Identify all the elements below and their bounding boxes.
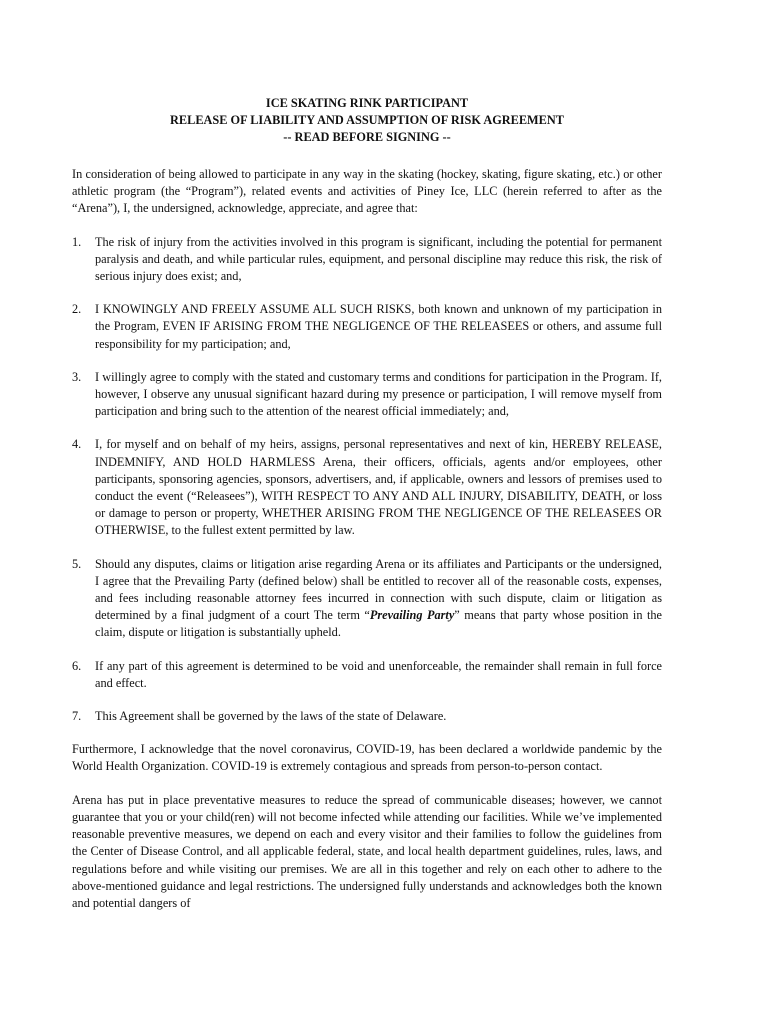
clause-4 [72,436,662,539]
title-line-3: -- READ BEFORE SIGNING -- [283,130,451,144]
clause-text: I willingly agree to comply with the stated and customary terms and conditions for participation in the Program. If, however, I observe any unusual significant hazard during my presence or participation, I will remove myself from participation and bring such to the attention of the nearest official immediately; and, [95,369,662,419]
title-line-1: ICE SKATING RINK PARTICIPANT [265,96,469,110]
covid-paragraph-2: Arena has put in place preventative measures to reduce the spread of communicable diseases; however, we cannot guarantee that you or your child(ren) will not become infected while attending our facilities. While we’ve implemented reasonable preventive measures, we depend on each and every visitor and their families to follow the guidelines from the Center of Disease Control, and all applicable federal, state, and local health department guidelines, rules, laws, and regulations before and while visiting our premises. We are all in this together and rely on each other to adhere to the above-mentioned guidance and legal restrictions. The undersigned fully understands and acknowledges both the known and potential dangers of [72,792,662,910]
clause-7 [72,708,662,725]
intro-paragraph: In consideration of being allowed to participate in any way in the skating (hockey, skating, figure skating, etc.) or other athletic program (the “Program”), related events and activities of Piney Ice, LLC (herein referred to after as the “Arena”), I, the undersigned, acknowledge, appreciate, and agree that: [72,167,662,216]
clause-number: 3. [72,369,82,384]
covid-paragraph-1: Furthermore, I acknowledge that the novel coronavirus, COVID-19, has been declared a worldwide pandemic by the World Health Organization. COVID-19 is extremely contagious and spreads from person-to-person contact. [72,742,662,774]
clause-1 [72,234,662,286]
clause-3 [72,369,662,421]
prevailing-party-term: Prevailing Party [369,608,455,623]
clause-number: 7. [72,709,82,724]
clause-text-after: ” means that party whose position in the claim, dispute or litigation is substantially upheld. [95,608,662,640]
document-title [72,95,662,146]
title-line-2: RELEASE OF LIABILITY AND ASSUMPTION OF RISK AGREEMENT [170,113,564,127]
clause-text-before: Should any disputes, claims or litigation arise regarding Arena or its affiliates and Participants or the undersigned, I agree that the Prevailing Party (defined below) shall be entitled to recover all of the reasonable costs, expenses, and fees including reasonable attorney fees incurred in connection with such dispute, claim or litigation as determined by a final judgment of a court The term “ [95,556,662,623]
clause-number: 2. [72,302,82,317]
clause-text: This Agreement shall be governed by the laws of the state of Delaware. [95,709,447,724]
clause-6 [72,658,662,692]
clause-text: I, for myself and on behalf of my heirs, assigns, personal representatives and next of kin, HEREBY RELEASE, INDEMNIFY, AND HOLD HARMLESS Arena, their officers, officials, agents and/or employees, other participants, sponsoring agencies, sponsors, advertisers, and, if applicable, owners and lessors of premises used to conduct the event (“Releasees”), WITH RESPECT TO ANY AND ALL INJURY, DISABILITY, DEATH, or loss or damage to person or property, WHETHER ARISING FROM THE NEGLIGENCE OF THE RELEASEES OR OTHERWISE, to the fullest extent permitted by law. [95,437,662,538]
clause-2 [72,301,662,353]
clause-text: The risk of injury from the activities involved in this program is significant, including the potential for permanent paralysis and death, and while particular rules, equipment, and personal discipline may reduce this risk, the risk of serious injury does exist; and, [95,234,662,284]
document-page [72,95,662,928]
clause-text: If any part of this agreement is determined to be void and unenforceable, the remainder shall remain in full force and effect. [95,658,662,690]
clause-number: 5. [72,556,82,571]
clause-5 [72,556,662,642]
agreement-clauses [72,234,662,726]
clause-text: I KNOWINGLY AND FREELY ASSUME ALL SUCH RISKS, both known and unknown of my participation in the Program, EVEN IF ARISING FROM THE NEGLIGENCE OF THE RELEASEES or others, and assume full responsibility for my participation; and, [95,302,662,351]
clause-number: 6. [72,658,82,673]
clause-number: 1. [72,234,82,249]
clause-number: 4. [72,437,82,452]
